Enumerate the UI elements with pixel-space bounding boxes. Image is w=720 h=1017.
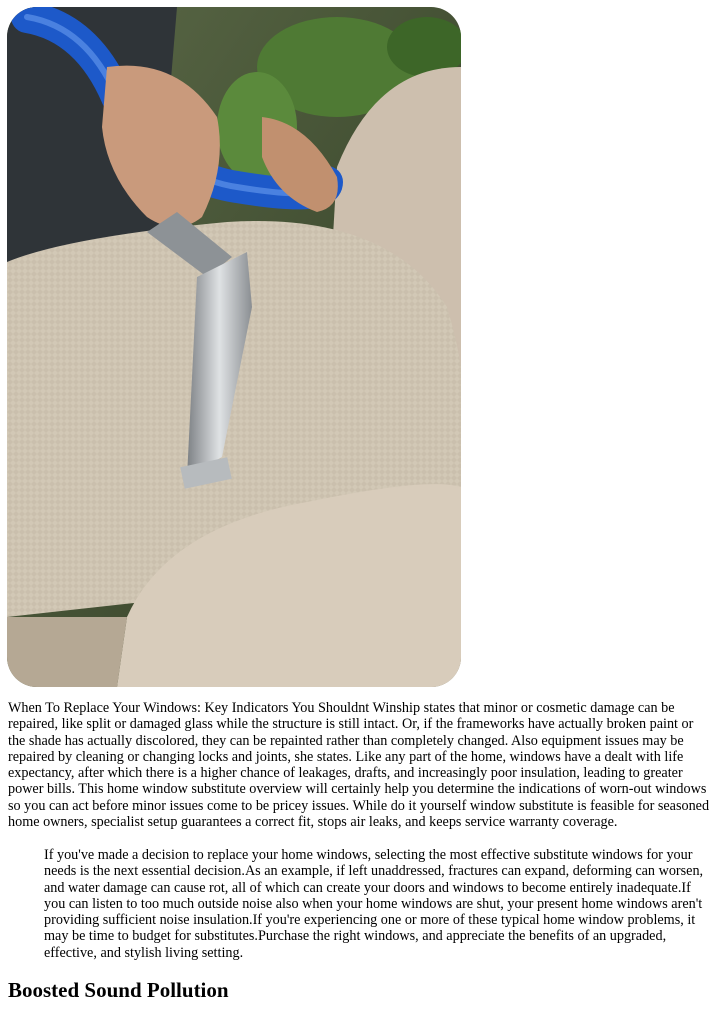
upholstery-cleaning-photo <box>7 7 461 687</box>
section-heading: Boosted Sound Pollution <box>8 978 229 1002</box>
blockquote: If you've made a decision to replace your home windows, selecting the most effective substitute windows for your needs is the next essential decision.As an example, if left unaddressed, fractures can expand, deforming can worsen, and water damage can cause rot, all of which can create your doors and windows to become entirely inadequate.If you can listen to too much outside noise also when your home windows are shut, your present home windows aren't providing sufficient noise insulation.If you're experiencing one or more of these typical home window problems, it may be time to budget for substitutes.Purchase the right windows, and appreciate the benefits of an upgraded, effective, and stylish living setting. <box>44 847 704 961</box>
intro-paragraph: When To Replace Your Windows: Key Indicators You Shouldnt Winship states that minor or cosmetic damage can be repaired, like split or damaged glass while the structure is still intact. Or, if the frameworks have actually broken paint or the shade has actually discolored, they can be repainted rather than completely changed. Also equipment issues may be repaired by cleaning or changing locks and joints, she states. Like any part of the home, windows have a dealt with life expectancy, after which there is a higher chance of leakages, drafts, and increasingly poor insulation, leading to greater power bills. This home window substitute overview will certainly help you determine the indications of worn-out windows so you can act before minor issues come to be pricey issues. While do it yourself window substitute is feasible for seasoned home owners, specialist setup guarantees a correct fit, stops air leaks, and keeps service warranty coverage. <box>8 700 710 831</box>
hero-image <box>7 7 461 687</box>
